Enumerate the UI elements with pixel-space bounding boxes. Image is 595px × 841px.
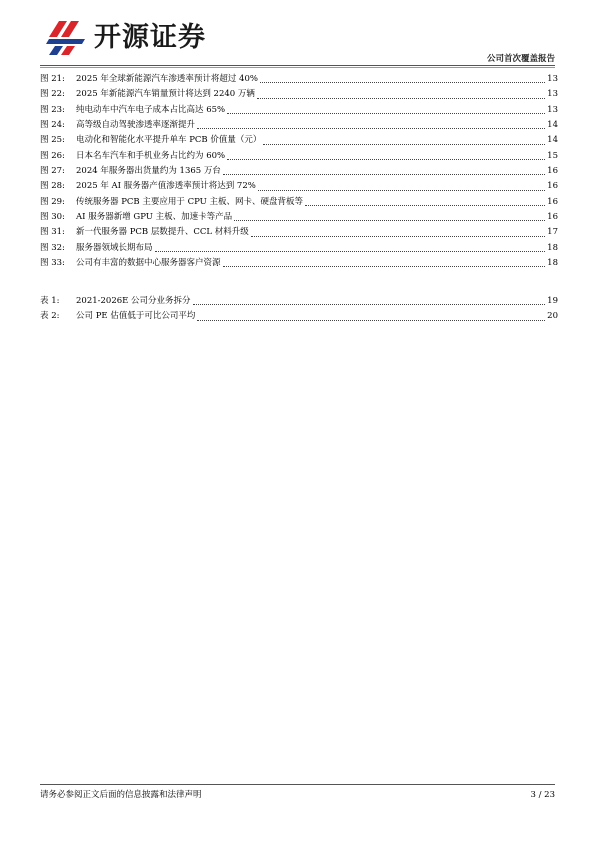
- table-list: [40, 294, 558, 325]
- toc-leader-dots: [258, 190, 545, 191]
- toc-entry[interactable]: [40, 210, 558, 225]
- toc-entry-label: 图 25:: [40, 135, 65, 146]
- logo-mark-icon: [45, 19, 89, 57]
- toc-entry[interactable]: [40, 72, 558, 87]
- toc-entry-title: 2025 年新能源汽车销量预计将达到 2240 万辆: [76, 89, 255, 100]
- toc-leader-dots: [227, 159, 545, 160]
- toc-entry-title: AI 服务器新增 GPU 主板、加速卡等产品: [76, 212, 233, 223]
- toc-entry-title: 传统服务器 PCB 主要应用于 CPU 主板、网卡、硬盘背板等: [76, 196, 304, 207]
- footer-divider: [40, 784, 555, 785]
- toc-leader-dots: [223, 174, 545, 175]
- toc-entry-page: 19: [547, 296, 558, 306]
- toc-leader-dots: [155, 251, 546, 252]
- report-type-label: 公司首次覆盖报告: [486, 54, 555, 64]
- toc-entry-page: 16: [547, 212, 558, 223]
- toc-leader-dots: [193, 304, 546, 305]
- toc-entry[interactable]: [40, 87, 558, 102]
- company-logo: [45, 19, 215, 59]
- toc-leader-dots: [257, 98, 545, 99]
- toc-entry[interactable]: [40, 133, 558, 148]
- footer-disclaimer: 请务必参阅正文后面的信息披露和法律声明: [40, 790, 202, 800]
- toc-entry-label: 图 22:: [40, 89, 65, 100]
- toc-entry-page: 13: [547, 74, 558, 84]
- toc-entry-title: 纯电动车中汽车电子成本占比高达 65%: [76, 104, 226, 115]
- toc-leader-dots: [234, 220, 545, 221]
- toc-entry-title: 电动化和智能化水平提升单车 PCB 价值量（元）: [76, 135, 262, 146]
- toc-entry-page: 18: [547, 258, 558, 269]
- figure-list: [40, 72, 558, 271]
- toc-entry-page: 16: [547, 181, 558, 192]
- toc-entry-page: 17: [547, 227, 558, 238]
- toc-entry-page: 14: [547, 135, 558, 146]
- header-divider: [40, 65, 555, 66]
- toc-entry-title: 高等级自动驾驶渗透率逐渐提升: [76, 120, 196, 131]
- toc-entry-label: 图 21:: [40, 74, 65, 84]
- toc-entry-page: 13: [547, 89, 558, 100]
- toc-entry-label: 图 27:: [40, 166, 65, 177]
- toc-entry-title: 服务器领域长期布局: [76, 242, 153, 253]
- toc-entry-page: 13: [547, 104, 558, 115]
- toc-entry-title: 公司 PE 估值低于可比公司平均: [76, 311, 196, 322]
- toc-entry-title: 2025 年全球新能源汽车渗透率预计将超过 40%: [76, 74, 258, 84]
- toc-entry-title: 2024 年服务器出货量约为 1365 万台: [76, 166, 221, 177]
- toc-entry[interactable]: [40, 118, 558, 133]
- toc-entry[interactable]: [40, 164, 558, 179]
- toc-entry[interactable]: [40, 195, 558, 210]
- toc-entry-page: 15: [547, 150, 558, 161]
- toc-entry-title: 新一代服务器 PCB 层数提升、CCL 材料升级: [76, 227, 249, 238]
- toc-entry[interactable]: [40, 241, 558, 256]
- toc-entry[interactable]: [40, 294, 558, 309]
- toc-entry-page: 16: [547, 196, 558, 207]
- toc-entry-page: 14: [547, 120, 558, 131]
- toc-leader-dots: [263, 144, 545, 145]
- header-divider-thin: [40, 67, 555, 68]
- toc-entry-label: 表 1:: [40, 296, 60, 306]
- toc-leader-dots: [251, 236, 545, 237]
- toc-entry[interactable]: [40, 179, 558, 194]
- toc-leader-dots: [260, 82, 545, 83]
- toc-entry-label: 图 23:: [40, 104, 65, 115]
- toc-entry-label: 图 32:: [40, 242, 65, 253]
- toc-leader-dots: [227, 113, 545, 114]
- toc-entry[interactable]: [40, 149, 558, 164]
- toc-entry-label: 图 33:: [40, 258, 65, 269]
- toc-entry-title: 2021-2026E 公司分业务拆分: [76, 296, 191, 306]
- toc-entry-page: 20: [547, 311, 558, 322]
- toc-leader-dots: [223, 266, 546, 267]
- logo-text: 开源证券: [94, 22, 206, 53]
- toc-entry-label: 图 24:: [40, 120, 65, 131]
- toc-entry-label: 表 2:: [40, 311, 60, 322]
- toc-entry[interactable]: [40, 256, 558, 271]
- toc-leader-dots: [197, 128, 545, 129]
- toc-entry-page: 16: [547, 166, 558, 177]
- toc-entry-label: 图 31:: [40, 227, 65, 238]
- toc-entry-label: 图 26:: [40, 150, 65, 161]
- toc-entry-title: 公司有丰富的数据中心服务器客户资源: [76, 258, 221, 269]
- page-header: [40, 16, 555, 66]
- toc-leader-dots: [197, 320, 545, 321]
- toc-entry[interactable]: [40, 225, 558, 240]
- toc-entry-label: 图 30:: [40, 212, 65, 223]
- page-number: 3 / 23: [530, 790, 555, 800]
- toc-entry-title: 2025 年 AI 服务器产值渗透率预计将达到 72%: [76, 181, 256, 192]
- toc-leader-dots: [305, 205, 545, 206]
- toc-entry[interactable]: [40, 309, 558, 324]
- toc-entry-label: 图 29:: [40, 196, 65, 207]
- toc-entry[interactable]: [40, 103, 558, 118]
- toc-entry-label: 图 28:: [40, 181, 65, 192]
- toc-entry-page: 18: [547, 242, 558, 253]
- toc-entry-title: 日本名车汽车和手机业务占比约为 60%: [76, 150, 226, 161]
